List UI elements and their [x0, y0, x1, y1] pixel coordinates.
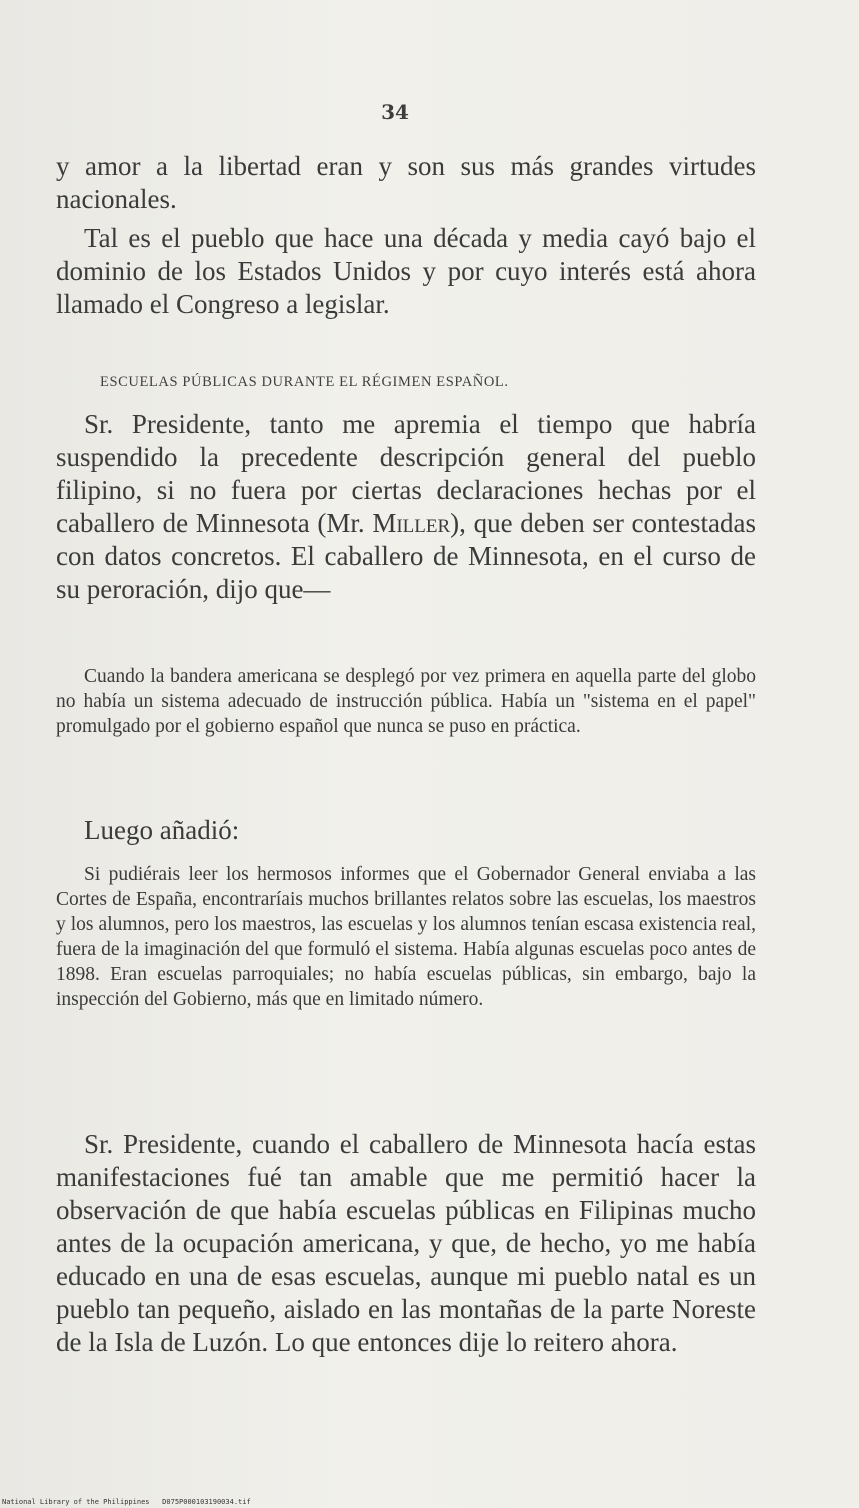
footer-file: D075P000103190034.tif — [162, 1498, 251, 1506]
footer-library: National Library of the Philippines — [2, 1498, 150, 1506]
block-quote-2: Si pudiérais leer los hermosos informes que el Gobernador General enviaba a las Cortes de España, encontraríais muchos brillantes relatos sobre las escuelas, los maestros y los alumnos, pero los maestros, las escuelas y los alumnos tenían escasa existencia real, fuera de la imaginación del que formuló el sistema. Había algunas escuelas poco antes de 1898. Eran escuelas parroquiales; no había escuelas públicas, sin embargo, bajo la inspección del Gobierno, más que en limitado número. — [56, 864, 756, 1010]
paragraph-pueblo: Tal es el pueblo que hace una década y media cayó bajo el dominio de los Estados Unidos y por cuyo interés está ahora llamado el Congreso a legislar. — [56, 223, 756, 319]
paragraph-continuation: y amor a la libertad eran y son sus más grandes virtudes nacionales. — [56, 151, 756, 214]
paragraph-presidente-1 — [56, 408, 756, 606]
page-number: 34 — [381, 100, 409, 124]
block-quote-1: Cuando la bandera americana se desplegó por vez primera en aquella parte del globo no había un sistema adecuado de instrucción pública. Había un "sistema en el papel" promulgado por el gobierno español que nunca se puso en práctica. — [56, 666, 756, 737]
section-heading: ESCUELAS PÚBLICAS DURANTE EL RÉGIMEN ESPAÑOL. — [100, 374, 509, 390]
paragraph-presidente-1-end: ), que deben ser contestadas con datos concretos. El caballero de Minnesota, en el curso de su peroración, dijo que— — [56, 508, 756, 604]
name-miller: Miller — [372, 508, 451, 538]
scan-footer — [2, 1498, 251, 1506]
paragraph-luego: Luego añadió: — [84, 815, 240, 845]
paragraph-presidente-2: Sr. Presidente, cuando el caballero de Minnesota hacía estas manifestaciones fué tan amable que me permitió hacer la observación de que había escuelas públicas en Filipinas mucho antes de la ocupación americana, y que, de hecho, yo me había educado en una de esas escuelas, aunque mi pueblo natal es un pueblo tan pequeño, aislado en las montañas de la parte Noreste de la Isla de Luzón. Lo que entonces dije lo reitero ahora. — [56, 1129, 756, 1357]
paragraph-presidente-1-start: Sr. Presidente, tanto me apremia el tiempo que habría suspendido la precedente descripción general del pueblo filipino, si no fuera por ciertas declaraciones hechas por el caballero de Minnesota (Mr. — [56, 409, 756, 538]
